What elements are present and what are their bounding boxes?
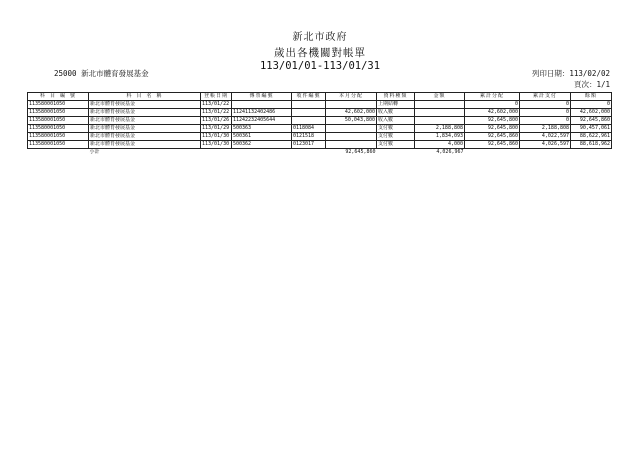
cell-data-type: 上期結轉	[377, 101, 415, 109]
cell-receipt-no	[292, 101, 326, 109]
cell-receipt-no	[292, 109, 326, 117]
cell-account-name: 新北市體育發展基金	[89, 109, 201, 117]
ledger-table	[27, 92, 612, 156]
col-monthly-allocation: 本月分配	[326, 93, 377, 101]
cell-account-name: 新北市體育發展基金	[89, 101, 201, 109]
subtotal-empty-cell	[520, 149, 571, 157]
subtotal-row	[28, 149, 612, 157]
cell-receipt-no: 0121518	[292, 133, 326, 141]
col-data-type: 資料種類	[377, 93, 415, 101]
col-voucher-no: 傳票編號	[232, 93, 292, 101]
cell-account-code: 113580001050	[28, 141, 89, 149]
report-period: 113/01/01-113/01/31	[259, 60, 381, 72]
subtotal-empty-cell	[28, 149, 89, 157]
cell-post-date: 113/01/29	[201, 125, 232, 133]
col-cumulative-payment: 累計支付	[520, 93, 571, 101]
cell-post-date: 113/01/22	[201, 101, 232, 109]
cell-voucher-no: 500363	[232, 125, 292, 133]
cell-voucher-no	[232, 101, 292, 109]
cell-account-name: 新北市體育發展基金	[89, 125, 201, 133]
table-row	[28, 133, 612, 141]
col-cumulative-allocation: 累計分配	[465, 93, 520, 101]
page-number: 頁次：1/1	[573, 80, 610, 89]
col-balance: 餘額	[571, 93, 612, 101]
subtotal-amount: 4,026,967	[415, 149, 465, 157]
cell-post-date: 113/01/22	[201, 109, 232, 117]
cell-amount: 4,000	[415, 141, 465, 149]
col-receipt-no: 收件編號	[292, 93, 326, 101]
cell-amount: 2,188,808	[415, 125, 465, 133]
cell-monthly-allocation	[326, 125, 377, 133]
subtotal-empty-cell	[571, 149, 612, 157]
cell-data-type: 支付數	[377, 141, 415, 149]
cell-cumulative-payment: 0	[520, 117, 571, 125]
cell-data-type: 收入數	[377, 109, 415, 117]
cell-monthly-allocation: 42,602,000	[326, 109, 377, 117]
cell-balance: 88,622,961	[571, 133, 612, 141]
cell-balance: 90,457,061	[571, 125, 612, 133]
subtotal-empty-cell	[377, 149, 415, 157]
subtotal-empty-cell	[465, 149, 520, 157]
cell-balance: 42,602,000	[571, 109, 612, 117]
cell-account-code: 113580001050	[28, 117, 89, 125]
cell-cumulative-allocation: 92,645,800	[465, 117, 520, 125]
col-account-code: 科 目 編 號	[28, 93, 89, 101]
cell-cumulative-allocation: 42,602,000	[465, 109, 520, 117]
cell-account-name: 新北市體育發展基金	[89, 133, 201, 141]
report-title: 歲出各機關對帳單	[274, 47, 366, 59]
cell-account-name: 新北市體育發展基金	[89, 141, 201, 149]
table-row	[28, 117, 612, 125]
cell-monthly-allocation	[326, 141, 377, 149]
cell-cumulative-payment: 0	[520, 101, 571, 109]
cell-balance: 0	[571, 101, 612, 109]
cell-receipt-no	[292, 117, 326, 125]
cell-account-code: 113580001050	[28, 109, 89, 117]
cell-data-type: 收入數	[377, 117, 415, 125]
header-row	[28, 93, 612, 101]
cell-cumulative-payment: 4,022,597	[520, 133, 571, 141]
cell-account-name: 新北市體育發展基金	[89, 117, 201, 125]
cell-monthly-allocation: 50,043,800	[326, 117, 377, 125]
print-date: 列印日期：113/02/02	[531, 69, 610, 78]
cell-account-code: 113580001050	[28, 133, 89, 141]
table-row	[28, 109, 612, 117]
cell-post-date: 113/01/30	[201, 133, 232, 141]
cell-post-date: 113/01/30	[201, 141, 232, 149]
cell-voucher-no: 11242232405644	[232, 117, 292, 125]
cell-cumulative-allocation: 92,645,860	[465, 141, 520, 149]
cell-data-type: 支付數	[377, 125, 415, 133]
agency-title: 新北市政府	[292, 32, 348, 43]
cell-data-type: 支付數	[377, 133, 415, 141]
cell-cumulative-allocation: 92,645,860	[465, 133, 520, 141]
cell-amount	[415, 101, 465, 109]
cell-cumulative-payment: 0	[520, 109, 571, 117]
cell-amount	[415, 117, 465, 125]
subtotal-empty-cell	[232, 149, 292, 157]
subtotal-empty-cell	[201, 149, 232, 157]
cell-voucher-no: 11241132402486	[232, 109, 292, 117]
unit-label: 25000 新北市體育發展基金	[54, 69, 149, 78]
col-amount: 金額	[415, 93, 465, 101]
cell-cumulative-allocation: 92,645,800	[465, 125, 520, 133]
cell-balance: 92,645,860	[571, 117, 612, 125]
cell-voucher-no: 500362	[232, 141, 292, 149]
subtotal-monthly-allocation: 92,645,860	[326, 149, 377, 157]
subtotal-empty-cell	[292, 149, 326, 157]
table-row	[28, 101, 612, 109]
cell-voucher-no: 500361	[232, 133, 292, 141]
cell-cumulative-payment: 4,026,597	[520, 141, 571, 149]
cell-receipt-no: 0118084	[292, 125, 326, 133]
col-post-date: 登帳日期	[201, 93, 232, 101]
col-account-name: 科 目 名 稱	[89, 93, 201, 101]
cell-cumulative-payment: 2,188,808	[520, 125, 571, 133]
table-row	[28, 141, 612, 149]
cell-balance: 88,618,962	[571, 141, 612, 149]
cell-receipt-no: 0123017	[292, 141, 326, 149]
cell-amount	[415, 109, 465, 117]
cell-monthly-allocation	[326, 101, 377, 109]
cell-post-date: 113/01/26	[201, 117, 232, 125]
subtotal-label: 小計	[89, 149, 201, 157]
cell-cumulative-allocation: 0	[465, 101, 520, 109]
cell-account-code: 113580001050	[28, 125, 89, 133]
table-row	[28, 125, 612, 133]
cell-account-code: 113580001050	[28, 101, 89, 109]
cell-monthly-allocation	[326, 133, 377, 141]
cell-amount: 1,834,093	[415, 133, 465, 141]
